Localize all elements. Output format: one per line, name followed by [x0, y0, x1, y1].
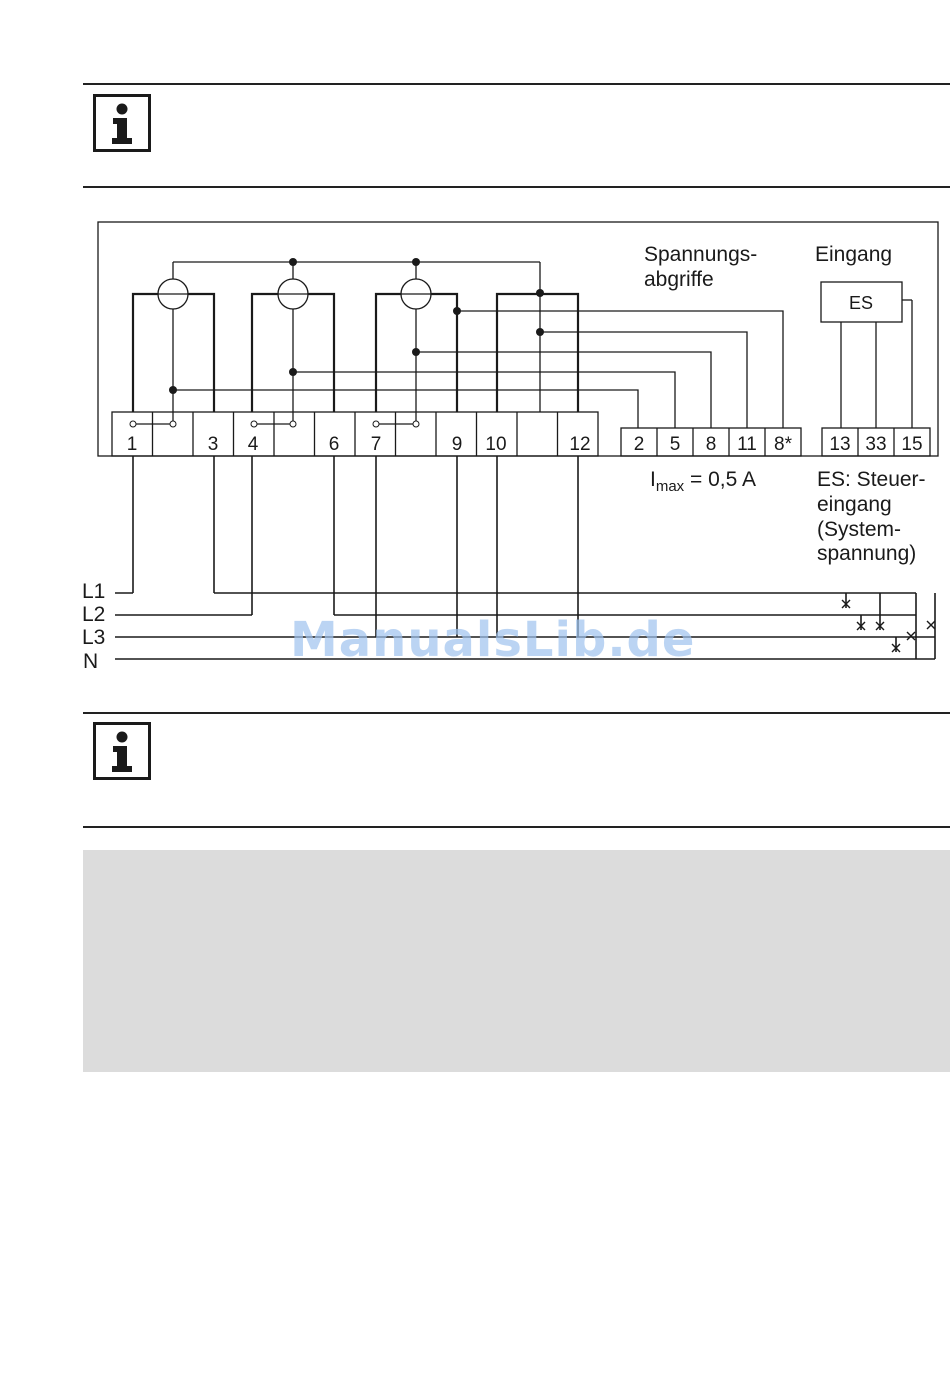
imax-value: = 0,5 A: [684, 468, 756, 491]
es-note-line: spannung): [817, 542, 917, 565]
input-terminal-labels: [829, 434, 922, 455]
main-terminal-label: 12: [569, 434, 591, 455]
line-label-l1: L1: [82, 580, 106, 603]
es-note-line: (System-: [817, 518, 901, 541]
input-terminal-label: 15: [901, 434, 923, 455]
tap-terminal-label: 5: [669, 434, 681, 455]
grey-note-box: [83, 850, 950, 1072]
es-box-label: ES: [848, 293, 874, 313]
es-note-line: eingang: [817, 493, 892, 516]
main-terminal-label: 10: [485, 434, 507, 455]
input-terminal-label: 33: [865, 434, 887, 455]
line-label-n: N: [83, 650, 99, 673]
imax-prefix: I: [650, 468, 656, 491]
es-note: [817, 468, 926, 565]
supply-line-labels: [82, 580, 105, 673]
main-terminal-label: 1: [126, 434, 138, 455]
line-label-l2: L2: [82, 603, 106, 626]
main-terminal-labels: [127, 434, 591, 455]
main-terminal-label: 6: [328, 434, 340, 455]
label-spannung-line1: Spannungs-: [644, 243, 758, 266]
main-terminal-label: 7: [370, 434, 382, 455]
info-icon: [93, 722, 151, 780]
label-eingang: Eingang: [815, 243, 893, 266]
middle-rule-1: [83, 712, 950, 714]
tap-terminal-label: 8: [705, 434, 717, 455]
imax-subscript: max: [655, 478, 685, 495]
es-note-line: ES: Steuer-: [817, 468, 926, 491]
tap-terminal-label: 11: [737, 434, 757, 455]
label-spannung-line2: abgriffe: [644, 268, 714, 291]
main-terminal-label: 4: [247, 434, 259, 455]
imax-label: [650, 468, 756, 495]
tap-terminal-label: 8*: [774, 434, 792, 455]
tap-terminal-label: 2: [633, 434, 645, 455]
input-terminal-label: 13: [829, 434, 851, 455]
meter-housing: [98, 222, 938, 456]
middle-rule-2: [83, 826, 950, 828]
main-terminal-label: 3: [207, 434, 219, 455]
line-label-l3: L3: [82, 626, 106, 649]
main-terminal-label: 9: [451, 434, 463, 455]
watermark: ManualsLib.de: [290, 612, 696, 668]
